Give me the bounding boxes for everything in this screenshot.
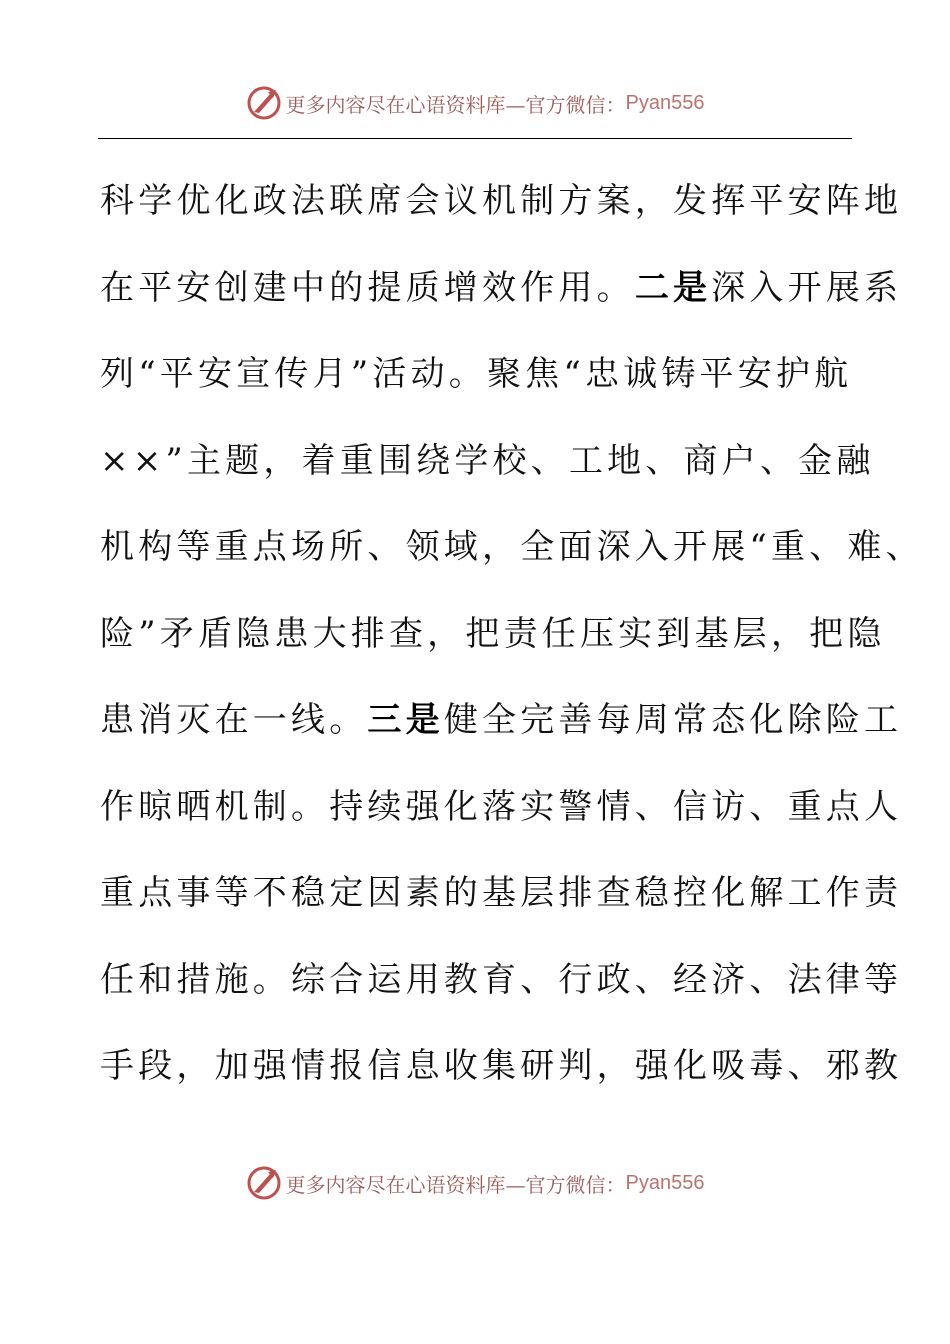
text-run: ××”主题，着重围绕学校、工地、商户、金融 bbox=[100, 440, 875, 481]
footer-banner-text: 更多内容尽在心语资料库— bbox=[285, 1172, 526, 1197]
text-line bbox=[100, 158, 903, 245]
text-run: 手段，加强情报信息收集研判，强化吸毒、邪教 bbox=[100, 1046, 903, 1086]
text-run: 机构等重点场所、领域，全面深入开展“重、难、 bbox=[100, 527, 924, 567]
footer-wechat-label: 官方微信： bbox=[525, 1172, 626, 1197]
text-line bbox=[100, 677, 903, 764]
text-run: 深入开展系 bbox=[711, 267, 903, 308]
text-run: 患消灭在一线。 bbox=[100, 700, 368, 740]
text-line bbox=[100, 245, 903, 332]
text-run: 任和措施。综合运用教育、行政、经济、法律等 bbox=[100, 959, 903, 1000]
header-wechat-id: Pyan556 bbox=[625, 91, 705, 114]
bold-run: 二是 bbox=[634, 267, 712, 308]
bold-run: 三是 bbox=[367, 700, 444, 740]
quill-logo-icon bbox=[246, 1165, 282, 1201]
header-divider bbox=[98, 138, 852, 139]
text-run: 重点事等不稳定因素的基层排查稳控化解工作责 bbox=[100, 873, 903, 913]
footer-wechat-id: Pyan556 bbox=[625, 1171, 705, 1194]
text-run: 科学优化政法联席会议机制方案，发挥平安阵地 bbox=[100, 181, 903, 221]
header-wechat-label: 官方微信： bbox=[525, 92, 626, 117]
text-run: 险”矛盾隐患大排查，把责任压实到基层，把隐 bbox=[100, 613, 886, 654]
document-body bbox=[100, 158, 924, 1110]
text-line bbox=[100, 937, 903, 1024]
text-line bbox=[100, 1023, 903, 1110]
quill-logo-icon bbox=[246, 85, 282, 121]
text-run: 健全完善每周常态化除险工 bbox=[443, 700, 903, 740]
header-banner-text: 更多内容尽在心语资料库— bbox=[285, 92, 526, 117]
footer-banner bbox=[0, 1161, 950, 1205]
text-line bbox=[100, 591, 886, 678]
text-line bbox=[100, 850, 903, 937]
text-line bbox=[100, 504, 924, 591]
text-run: 作晾晒机制。持续强化落实警情、信访、重点人 bbox=[100, 786, 903, 827]
text-line bbox=[100, 331, 880, 418]
text-run: 列“平安宣传月”活动。聚焦“忠诚铸平安护航 bbox=[100, 354, 853, 394]
text-run: 在平安创建中的提质增效作用。 bbox=[100, 267, 635, 308]
text-line bbox=[100, 418, 880, 505]
header-banner bbox=[0, 81, 950, 125]
text-line bbox=[100, 764, 903, 851]
